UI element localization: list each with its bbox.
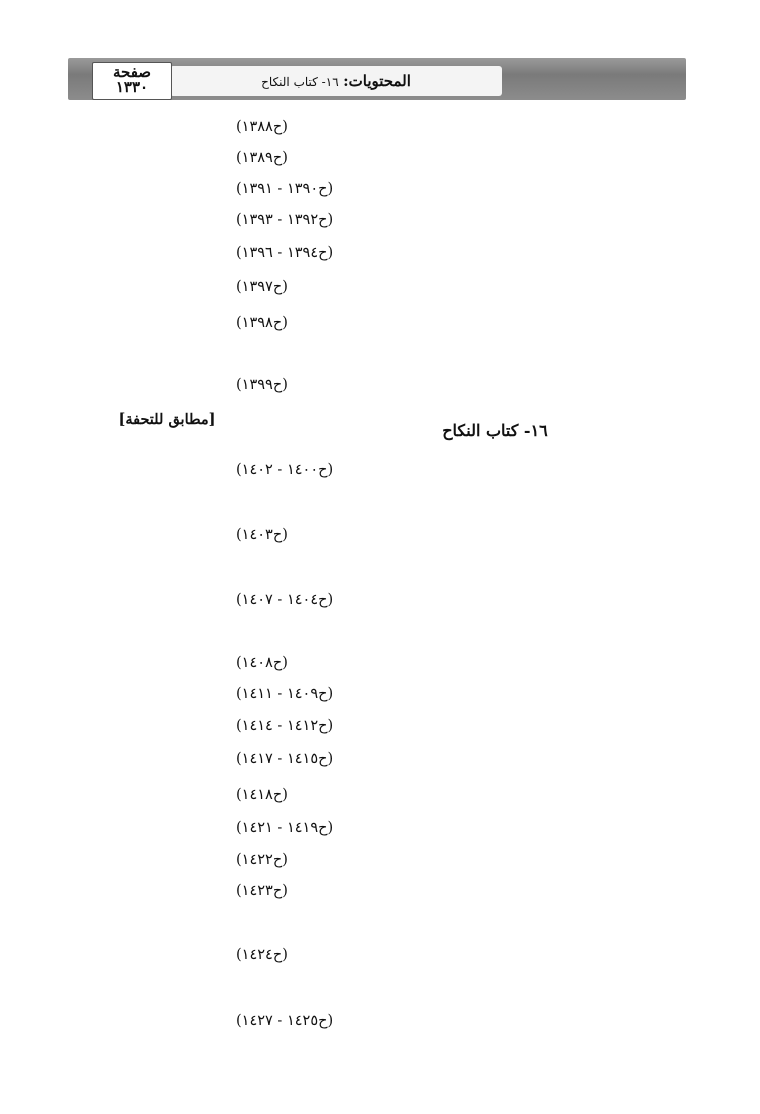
- entry-ref: (ح١٤٢٤): [236, 947, 288, 963]
- entry-ref: (ح١٣٩٩): [236, 377, 288, 393]
- entry-ref: (ح١٤٠٨): [236, 655, 288, 671]
- entry-ref: (ح١٣٩٨): [236, 315, 288, 331]
- entry-ref: (ح١٤٠٩ - ١٤١١): [236, 686, 334, 702]
- chapter-title: ١٦- كتاب النكاح: [442, 421, 548, 440]
- chapter-ref: ١٦- كتاب النكاح: [261, 75, 339, 89]
- entry-ref: (ح١٤٢٥ - ١٤٢٧): [236, 1013, 334, 1029]
- entry-ref: (ح١٣٩٢ - ١٣٩٣): [236, 212, 334, 228]
- entry-ref: (ح١٤١٩ - ١٤٢١): [236, 820, 334, 836]
- entry-ref: (ح١٤١٢ - ١٤١٤): [236, 718, 334, 734]
- entry-ref: (ح١٤٢٢): [236, 852, 288, 868]
- entry-ref: (ح١٤٠٣): [236, 527, 288, 543]
- page-number: ١٣٣٠: [115, 78, 149, 96]
- source-match-note: [مطابق للتحفة]: [118, 411, 216, 428]
- entry-ref: (ح١٤٠٤ - ١٤٠٧): [236, 592, 334, 608]
- entry-ref: (ح١٤١٨): [236, 787, 288, 803]
- entry-ref: (ح١٣٨٩): [236, 150, 288, 166]
- entry-ref: (ح١٣٩٧): [236, 279, 288, 295]
- entry-ref: (ح١٤٢٣): [236, 883, 288, 899]
- page-label: صفحة: [112, 63, 152, 81]
- entry-ref: (ح١٣٩٤ - ١٣٩٦): [236, 245, 334, 261]
- entry-ref: (ح١٣٨٨): [236, 119, 288, 135]
- entry-ref: (ح١٤٠٠ - ١٤٠٢): [236, 462, 334, 478]
- entry-ref: (ح١٤١٥ - ١٤١٧): [236, 751, 334, 767]
- contents-label: المحتويات:: [343, 72, 411, 90]
- entry-ref: (ح١٣٩٠ - ١٣٩١): [236, 181, 334, 197]
